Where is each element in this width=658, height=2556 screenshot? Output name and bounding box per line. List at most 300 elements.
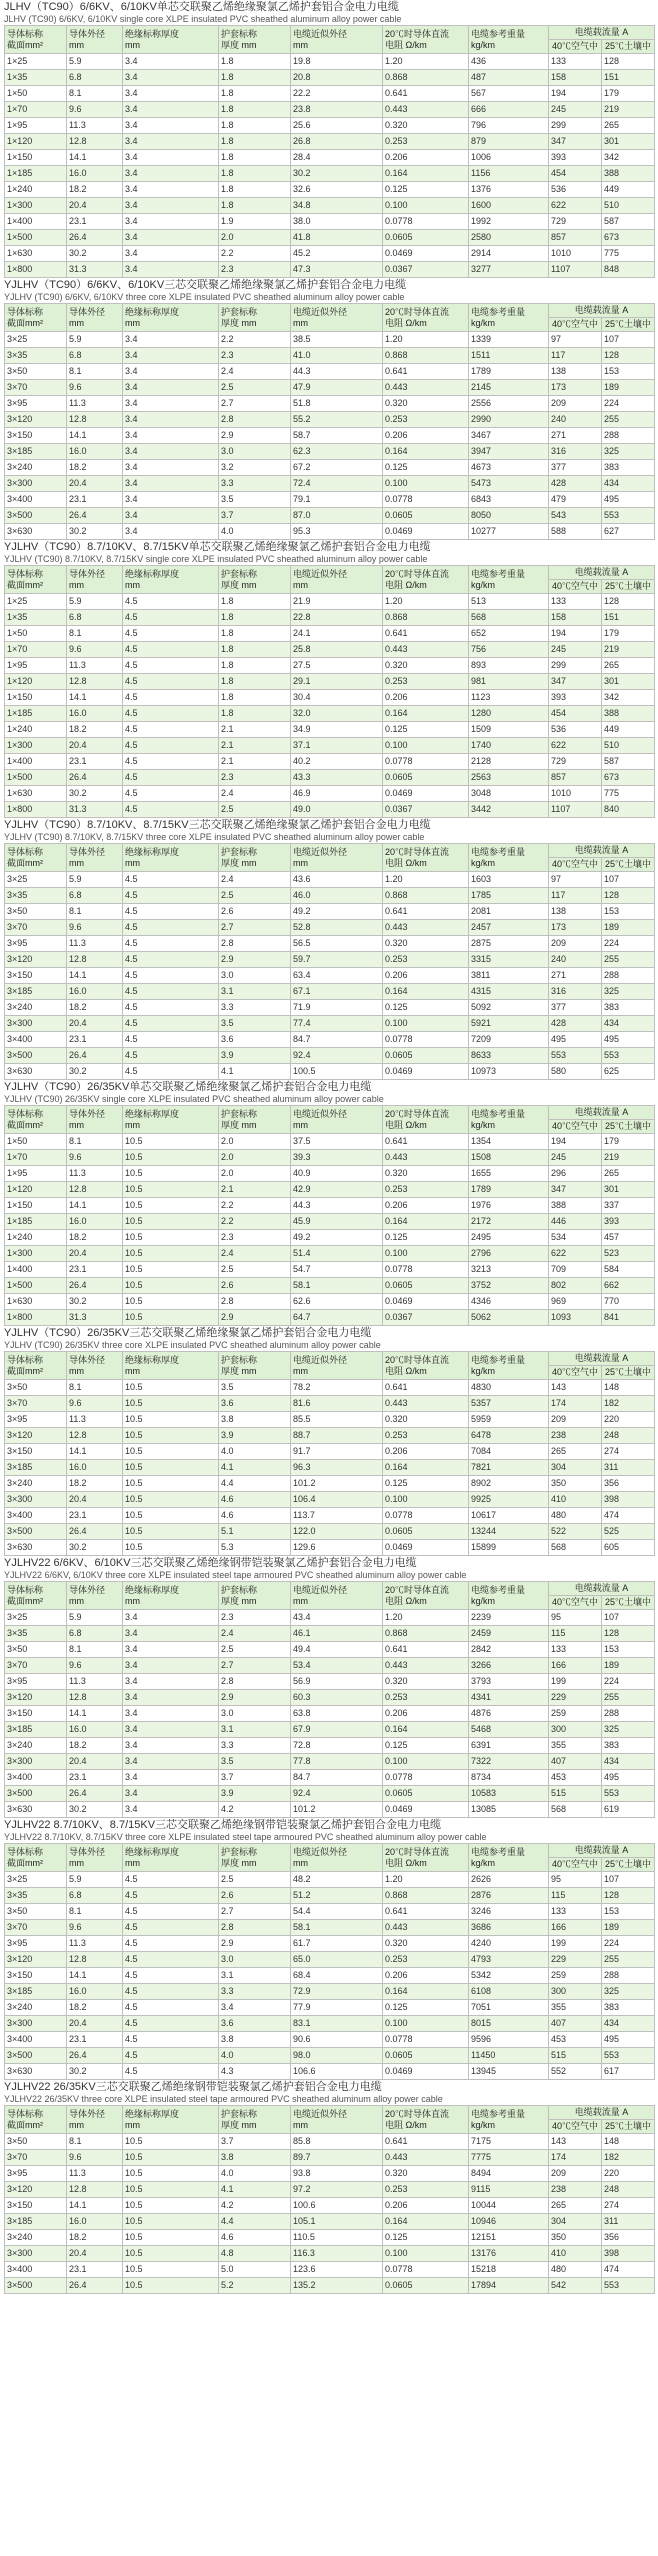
table-row	[5, 754, 655, 770]
cell-conductor-diameter: 26.4	[67, 1048, 123, 1064]
cell-outer-diameter: 100.6	[291, 2198, 383, 2214]
cell-insulation-thickness: 10.5	[123, 1396, 219, 1412]
cell-conductor-diameter: 9.6	[67, 2150, 123, 2166]
cell-dc-resistance: 1.20	[383, 594, 469, 610]
cell-insulation-thickness: 3.4	[123, 380, 219, 396]
cell-conductor-diameter: 9.6	[67, 1150, 123, 1166]
table-row	[5, 1952, 655, 1968]
cell-outer-diameter: 53.4	[291, 1658, 383, 1674]
cell-conductor-diameter: 30.2	[67, 1802, 123, 1818]
cell-outer-diameter: 43.3	[291, 770, 383, 786]
cell-cross-section: 1×630	[5, 786, 67, 802]
cell-sheath-thickness: 4.6	[219, 1508, 291, 1524]
cell-cross-section: 3×150	[5, 1968, 67, 1984]
cell-outer-diameter: 58.7	[291, 428, 383, 444]
cell-dc-resistance: 0.0605	[383, 770, 469, 786]
table-row	[5, 1230, 655, 1246]
table-row	[5, 1476, 655, 1492]
table-row	[5, 1246, 655, 1262]
cell-weight: 10583	[469, 1786, 549, 1802]
cell-insulation-thickness: 10.5	[123, 1476, 219, 1492]
cell-ampacity-air: 495	[549, 1032, 602, 1048]
cell-conductor-diameter: 14.1	[67, 428, 123, 444]
cell-cross-section: 1×25	[5, 594, 67, 610]
cell-ampacity-air: 534	[549, 1230, 602, 1246]
cell-outer-diameter: 84.7	[291, 1770, 383, 1786]
cell-ampacity-soil: 224	[602, 936, 655, 952]
cell-ampacity-soil: 151	[602, 70, 655, 86]
cell-sheath-thickness: 2.7	[219, 1904, 291, 1920]
table-row	[5, 706, 655, 722]
header-weight: 电缆参考重量 kg/km	[469, 1582, 549, 1610]
cell-insulation-thickness: 3.4	[123, 262, 219, 278]
cell-conductor-diameter: 23.1	[67, 1262, 123, 1278]
cell-dc-resistance: 0.0778	[383, 1032, 469, 1048]
table-header-row	[5, 1844, 655, 1858]
cell-conductor-diameter: 5.9	[67, 594, 123, 610]
table-row	[5, 2064, 655, 2080]
cell-conductor-diameter: 14.1	[67, 150, 123, 166]
cell-dc-resistance: 0.868	[383, 1626, 469, 1642]
table-row	[5, 492, 655, 508]
cell-conductor-diameter: 9.6	[67, 1920, 123, 1936]
cell-insulation-thickness: 4.5	[123, 706, 219, 722]
header-sheath: 护套标称 厚度 mm	[219, 304, 291, 332]
cell-ampacity-soil: 219	[602, 642, 655, 658]
cell-conductor-diameter: 11.3	[67, 1412, 123, 1428]
cell-weight: 5342	[469, 1968, 549, 1984]
header-ampacity: 电缆载流量 A	[549, 566, 655, 580]
header-section: 导体标称 截面mm²	[5, 26, 67, 54]
table-row	[5, 428, 655, 444]
cell-outer-diameter: 83.1	[291, 2016, 383, 2032]
cell-outer-diameter: 64.7	[291, 1310, 383, 1326]
cell-sheath-thickness: 3.6	[219, 2016, 291, 2032]
cell-ampacity-air: 729	[549, 214, 602, 230]
cell-sheath-thickness: 1.8	[219, 150, 291, 166]
cell-outer-diameter: 32.0	[291, 706, 383, 722]
cell-outer-diameter: 96.3	[291, 1460, 383, 1476]
header-weight: 电缆参考重量 kg/km	[469, 1352, 549, 1380]
cell-cross-section: 3×240	[5, 2000, 67, 2016]
table-row	[5, 1770, 655, 1786]
header-air: 40℃空气中	[549, 1596, 602, 1610]
cell-weight: 9115	[469, 2182, 549, 2198]
cell-outer-diameter: 77.8	[291, 1754, 383, 1770]
cell-dc-resistance: 0.0778	[383, 1770, 469, 1786]
cell-conductor-diameter: 9.6	[67, 380, 123, 396]
cell-insulation-thickness: 4.5	[123, 872, 219, 888]
table-row	[5, 1626, 655, 1642]
header-weight: 电缆参考重量 kg/km	[469, 844, 549, 872]
table-row	[5, 722, 655, 738]
cell-ampacity-soil: 434	[602, 1016, 655, 1032]
cell-outer-diameter: 49.4	[291, 1642, 383, 1658]
cell-conductor-diameter: 18.2	[67, 2000, 123, 2016]
header-diameter: 导体外径 mm	[67, 304, 123, 332]
table-row	[5, 1706, 655, 1722]
cell-weight: 796	[469, 118, 549, 134]
cell-cross-section: 1×35	[5, 70, 67, 86]
header-diameter: 导体外径 mm	[67, 1844, 123, 1872]
cell-conductor-diameter: 23.1	[67, 1032, 123, 1048]
cell-ampacity-soil: 288	[602, 1968, 655, 1984]
cell-weight: 2580	[469, 230, 549, 246]
cell-sheath-thickness: 2.2	[219, 1198, 291, 1214]
cell-ampacity-air: 347	[549, 134, 602, 150]
cable-section	[4, 1818, 654, 2080]
cell-dc-resistance: 0.320	[383, 1936, 469, 1952]
cell-insulation-thickness: 4.5	[123, 1000, 219, 1016]
cell-dc-resistance: 0.164	[383, 984, 469, 1000]
cell-ampacity-air: 259	[549, 1706, 602, 1722]
cell-conductor-diameter: 20.4	[67, 198, 123, 214]
cell-weight: 5921	[469, 1016, 549, 1032]
cell-dc-resistance: 0.0469	[383, 1802, 469, 1818]
cell-insulation-thickness: 4.5	[123, 1872, 219, 1888]
cell-weight: 1280	[469, 706, 549, 722]
cell-weight: 2495	[469, 1230, 549, 1246]
cell-sheath-thickness: 2.8	[219, 1674, 291, 1690]
header-air: 40℃空气中	[549, 1858, 602, 1872]
table-row	[5, 524, 655, 540]
cell-conductor-diameter: 9.6	[67, 920, 123, 936]
cell-outer-diameter: 116.3	[291, 2246, 383, 2262]
cell-ampacity-air: 271	[549, 428, 602, 444]
cell-cross-section: 1×300	[5, 738, 67, 754]
cell-dc-resistance: 0.253	[383, 1182, 469, 1198]
cell-cross-section: 3×70	[5, 920, 67, 936]
header-insulation: 绝缘标称厚度 mm	[123, 566, 219, 594]
cell-ampacity-soil: 189	[602, 380, 655, 396]
cell-insulation-thickness: 3.4	[123, 1754, 219, 1770]
table-row	[5, 1508, 655, 1524]
table-row	[5, 1722, 655, 1738]
cell-insulation-thickness: 3.4	[123, 524, 219, 540]
cell-outer-diameter: 47.9	[291, 380, 383, 396]
cell-ampacity-soil: 449	[602, 722, 655, 738]
cell-ampacity-air: 522	[549, 1524, 602, 1540]
cell-dc-resistance: 0.125	[383, 182, 469, 198]
cell-ampacity-air: 265	[549, 2198, 602, 2214]
cell-ampacity-soil: 219	[602, 1150, 655, 1166]
cell-dc-resistance: 0.443	[383, 920, 469, 936]
cell-conductor-diameter: 18.2	[67, 722, 123, 738]
cell-cross-section: 3×95	[5, 1936, 67, 1952]
cell-outer-diameter: 72.4	[291, 476, 383, 492]
header-sheath: 护套标称 厚度 mm	[219, 2106, 291, 2134]
cell-outer-diameter: 46.1	[291, 1626, 383, 1642]
cell-weight: 3213	[469, 1262, 549, 1278]
cell-ampacity-air: 238	[549, 2182, 602, 2198]
table-header-row	[5, 566, 655, 580]
cell-cross-section: 3×300	[5, 2246, 67, 2262]
cell-dc-resistance: 0.164	[383, 1214, 469, 1230]
cell-cross-section: 1×300	[5, 1246, 67, 1262]
cell-ampacity-air: 271	[549, 968, 602, 984]
header-diameter: 导体外径 mm	[67, 1352, 123, 1380]
cell-ampacity-soil: 265	[602, 1166, 655, 1182]
cell-conductor-diameter: 11.3	[67, 1674, 123, 1690]
cell-ampacity-soil: 495	[602, 1032, 655, 1048]
table-row	[5, 460, 655, 476]
cell-ampacity-soil: 153	[602, 1642, 655, 1658]
cell-weight: 15899	[469, 1540, 549, 1556]
cell-conductor-diameter: 20.4	[67, 738, 123, 754]
cell-dc-resistance: 0.0367	[383, 802, 469, 818]
cell-ampacity-air: 209	[549, 2166, 602, 2182]
cell-sheath-thickness: 4.0	[219, 2048, 291, 2064]
table-row	[5, 770, 655, 786]
cell-outer-diameter: 49.2	[291, 904, 383, 920]
cell-conductor-diameter: 18.2	[67, 2230, 123, 2246]
cell-outer-diameter: 21.9	[291, 594, 383, 610]
cell-sheath-thickness: 3.3	[219, 1738, 291, 1754]
cell-insulation-thickness: 4.5	[123, 642, 219, 658]
cell-weight: 1976	[469, 1198, 549, 1214]
table-row	[5, 412, 655, 428]
cell-outer-diameter: 68.4	[291, 1968, 383, 1984]
cell-weight: 5468	[469, 1722, 549, 1738]
cell-cross-section: 3×400	[5, 492, 67, 508]
cell-outer-diameter: 85.8	[291, 2134, 383, 2150]
header-weight: 电缆参考重量 kg/km	[469, 2106, 549, 2134]
cell-sheath-thickness: 1.9	[219, 214, 291, 230]
cell-conductor-diameter: 11.3	[67, 1166, 123, 1182]
cell-cross-section: 3×500	[5, 1048, 67, 1064]
cell-conductor-diameter: 11.3	[67, 658, 123, 674]
header-resistance: 20℃时导体直流 电阻 Ω/km	[383, 1106, 469, 1134]
spec-table	[4, 1351, 655, 1556]
cell-weight: 10617	[469, 1508, 549, 1524]
cell-dc-resistance: 0.0469	[383, 2064, 469, 2080]
cell-sheath-thickness: 4.0	[219, 1444, 291, 1460]
cell-dc-resistance: 0.253	[383, 2182, 469, 2198]
cell-weight: 1376	[469, 182, 549, 198]
cell-weight: 1354	[469, 1134, 549, 1150]
cell-dc-resistance: 0.125	[383, 722, 469, 738]
cell-cross-section: 1×95	[5, 1166, 67, 1182]
cell-ampacity-soil: 673	[602, 770, 655, 786]
cell-outer-diameter: 32.6	[291, 182, 383, 198]
cell-ampacity-soil: 128	[602, 348, 655, 364]
cell-cross-section: 3×185	[5, 1984, 67, 2000]
cell-cross-section: 3×50	[5, 1642, 67, 1658]
table-header-row	[5, 2106, 655, 2120]
cell-cross-section: 1×400	[5, 214, 67, 230]
cell-conductor-diameter: 14.1	[67, 1706, 123, 1722]
cell-outer-diameter: 43.6	[291, 872, 383, 888]
header-soil: 25℃土壤中	[602, 1120, 655, 1134]
cell-conductor-diameter: 16.0	[67, 1214, 123, 1230]
cell-weight: 3686	[469, 1920, 549, 1936]
cell-outer-diameter: 37.1	[291, 738, 383, 754]
cell-outer-diameter: 62.6	[291, 1294, 383, 1310]
cell-conductor-diameter: 31.3	[67, 262, 123, 278]
cell-conductor-diameter: 18.2	[67, 1230, 123, 1246]
cell-weight: 3277	[469, 262, 549, 278]
cell-ampacity-air: 209	[549, 936, 602, 952]
cell-ampacity-air: 240	[549, 952, 602, 968]
cell-ampacity-air: 454	[549, 706, 602, 722]
cell-insulation-thickness: 10.5	[123, 1214, 219, 1230]
table-row	[5, 2016, 655, 2032]
cell-sheath-thickness: 3.3	[219, 1000, 291, 1016]
section-title: YJLHV（TC90）6/6KV、6/10KV三芯交联聚乙烯绝缘聚氯乙烯护套铝合金电力电缆	[4, 279, 407, 291]
cell-insulation-thickness: 3.4	[123, 444, 219, 460]
header-diameter: 导体外径 mm	[67, 844, 123, 872]
cell-dc-resistance: 0.641	[383, 86, 469, 102]
table-row	[5, 968, 655, 984]
cell-sheath-thickness: 3.8	[219, 1412, 291, 1428]
section-subtitle: YJLHV (TC90) 26/35KV three core XLPE insulated PVC sheathed aluminum alloy power cable	[4, 1340, 381, 1350]
cell-outer-diameter: 106.4	[291, 1492, 383, 1508]
cell-sheath-thickness: 3.5	[219, 1754, 291, 1770]
header-sheath: 护套标称 厚度 mm	[219, 1106, 291, 1134]
cell-ampacity-air: 729	[549, 754, 602, 770]
cell-insulation-thickness: 3.4	[123, 1770, 219, 1786]
cell-conductor-diameter: 16.0	[67, 706, 123, 722]
cell-dc-resistance: 0.0605	[383, 230, 469, 246]
cell-dc-resistance: 0.206	[383, 1706, 469, 1722]
cell-sheath-thickness: 4.2	[219, 2198, 291, 2214]
header-outer: 电缆近似外径 mm	[291, 566, 383, 594]
cell-cross-section: 3×400	[5, 1508, 67, 1524]
table-row	[5, 642, 655, 658]
cell-conductor-diameter: 12.8	[67, 412, 123, 428]
cell-weight: 7175	[469, 2134, 549, 2150]
header-section: 导体标称 截面mm²	[5, 566, 67, 594]
header-resistance: 20℃时导体直流 电阻 Ω/km	[383, 566, 469, 594]
section-title: YJLHV（TC90）8.7/10KV、8.7/15KV三芯交联聚乙烯绝缘聚氯乙烯护套铝合金电力电缆	[4, 819, 431, 831]
cell-dc-resistance: 0.100	[383, 1016, 469, 1032]
header-outer: 电缆近似外径 mm	[291, 304, 383, 332]
cell-sheath-thickness: 3.1	[219, 984, 291, 1000]
header-air: 40℃空气中	[549, 2120, 602, 2134]
cell-cross-section: 3×120	[5, 2182, 67, 2198]
cell-ampacity-soil: 325	[602, 984, 655, 1000]
cell-insulation-thickness: 4.5	[123, 594, 219, 610]
cell-sheath-thickness: 3.5	[219, 1380, 291, 1396]
cell-insulation-thickness: 10.5	[123, 1492, 219, 1508]
cell-sheath-thickness: 4.4	[219, 1476, 291, 1492]
cell-cross-section: 3×400	[5, 1032, 67, 1048]
cell-conductor-diameter: 20.4	[67, 1492, 123, 1508]
cell-outer-diameter: 22.2	[291, 86, 383, 102]
cable-section	[4, 540, 654, 818]
cell-conductor-diameter: 23.1	[67, 1770, 123, 1786]
cell-conductor-diameter: 12.8	[67, 1690, 123, 1706]
cell-conductor-diameter: 18.2	[67, 1738, 123, 1754]
cell-dc-resistance: 0.100	[383, 198, 469, 214]
cell-dc-resistance: 0.125	[383, 1230, 469, 1246]
table-header-row	[5, 304, 655, 318]
header-insulation: 绝缘标称厚度 mm	[123, 1844, 219, 1872]
cell-dc-resistance: 0.641	[383, 1642, 469, 1658]
cell-dc-resistance: 0.641	[383, 364, 469, 380]
cell-ampacity-soil: 128	[602, 594, 655, 610]
cell-insulation-thickness: 4.5	[123, 1968, 219, 1984]
cell-conductor-diameter: 8.1	[67, 2134, 123, 2150]
cell-conductor-diameter: 20.4	[67, 1246, 123, 1262]
cell-cross-section: 3×50	[5, 2134, 67, 2150]
table-row	[5, 1182, 655, 1198]
cell-ampacity-air: 568	[549, 1802, 602, 1818]
cell-insulation-thickness: 3.4	[123, 1642, 219, 1658]
cell-outer-diameter: 135.2	[291, 2278, 383, 2294]
cell-cross-section: 3×25	[5, 1872, 67, 1888]
cell-cross-section: 1×70	[5, 1150, 67, 1166]
cell-ampacity-soil: 151	[602, 610, 655, 626]
cell-cross-section: 1×800	[5, 1310, 67, 1326]
cell-ampacity-air: 622	[549, 738, 602, 754]
cell-weight: 2556	[469, 396, 549, 412]
cell-ampacity-soil: 179	[602, 86, 655, 102]
header-resistance: 20℃时导体直流 电阻 Ω/km	[383, 304, 469, 332]
cell-conductor-diameter: 18.2	[67, 1000, 123, 1016]
cell-ampacity-soil: 220	[602, 1412, 655, 1428]
cell-sheath-thickness: 1.8	[219, 658, 291, 674]
spec-table	[4, 1105, 655, 1326]
cell-dc-resistance: 0.0778	[383, 492, 469, 508]
cell-conductor-diameter: 16.0	[67, 1722, 123, 1738]
table-row	[5, 888, 655, 904]
table-row	[5, 2198, 655, 2214]
cell-dc-resistance: 0.0605	[383, 2278, 469, 2294]
cell-sheath-thickness: 2.0	[219, 1134, 291, 1150]
cell-sheath-thickness: 2.9	[219, 952, 291, 968]
cell-cross-section: 1×35	[5, 610, 67, 626]
cell-conductor-diameter: 23.1	[67, 754, 123, 770]
cell-conductor-diameter: 23.1	[67, 492, 123, 508]
cell-ampacity-air: 1010	[549, 246, 602, 262]
cell-ampacity-air: 133	[549, 1642, 602, 1658]
cell-sheath-thickness: 2.6	[219, 904, 291, 920]
header-soil: 25℃土壤中	[602, 40, 655, 54]
cell-sheath-thickness: 2.1	[219, 1182, 291, 1198]
cell-conductor-diameter: 30.2	[67, 786, 123, 802]
cell-ampacity-air: 480	[549, 1508, 602, 1524]
cell-cross-section: 3×35	[5, 888, 67, 904]
cell-weight: 1740	[469, 738, 549, 754]
header-diameter: 导体外径 mm	[67, 1106, 123, 1134]
cell-conductor-diameter: 11.3	[67, 396, 123, 412]
cell-ampacity-air: 536	[549, 182, 602, 198]
cell-weight: 5473	[469, 476, 549, 492]
cell-weight: 3947	[469, 444, 549, 460]
cell-dc-resistance: 0.206	[383, 150, 469, 166]
table-header-row	[5, 1352, 655, 1366]
cell-dc-resistance: 0.641	[383, 1134, 469, 1150]
cell-dc-resistance: 1.20	[383, 54, 469, 70]
cell-sheath-thickness: 2.5	[219, 1262, 291, 1278]
cell-weight: 4876	[469, 1706, 549, 1722]
cell-ampacity-soil: 107	[602, 872, 655, 888]
cell-weight: 17894	[469, 2278, 549, 2294]
header-outer: 电缆近似外径 mm	[291, 1106, 383, 1134]
cell-outer-diameter: 41.0	[291, 348, 383, 364]
cell-weight: 7821	[469, 1460, 549, 1476]
cell-outer-diameter: 25.6	[291, 118, 383, 134]
cell-cross-section: 3×70	[5, 1658, 67, 1674]
cell-ampacity-soil: 393	[602, 1214, 655, 1230]
cell-outer-diameter: 72.8	[291, 1738, 383, 1754]
table-row	[5, 198, 655, 214]
header-soil: 25℃土壤中	[602, 858, 655, 872]
cell-ampacity-air: 138	[549, 364, 602, 380]
cell-cross-section: 3×300	[5, 476, 67, 492]
cell-cross-section: 3×35	[5, 1888, 67, 1904]
